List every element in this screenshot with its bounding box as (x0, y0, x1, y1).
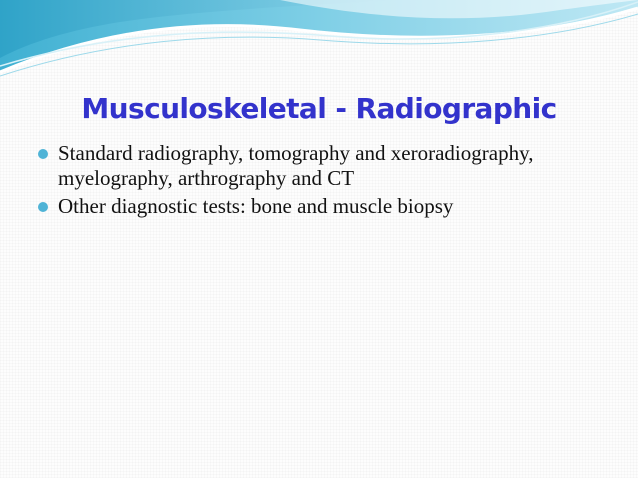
bullet-dot-icon (38, 202, 48, 212)
bullet-text: Standard radiography, tomography and xeroradiography, myelography, arthrography and CT (58, 141, 534, 190)
bullet-item (38, 141, 618, 191)
bullet-text: Other diagnostic tests: bone and muscle biopsy (58, 194, 454, 218)
bullet-dot-icon (38, 149, 48, 159)
header-wave-decoration (0, 0, 638, 80)
slide-title: Musculoskeletal - Radiographic (81, 92, 557, 125)
bullet-list (38, 141, 618, 222)
bullet-item (38, 194, 618, 219)
